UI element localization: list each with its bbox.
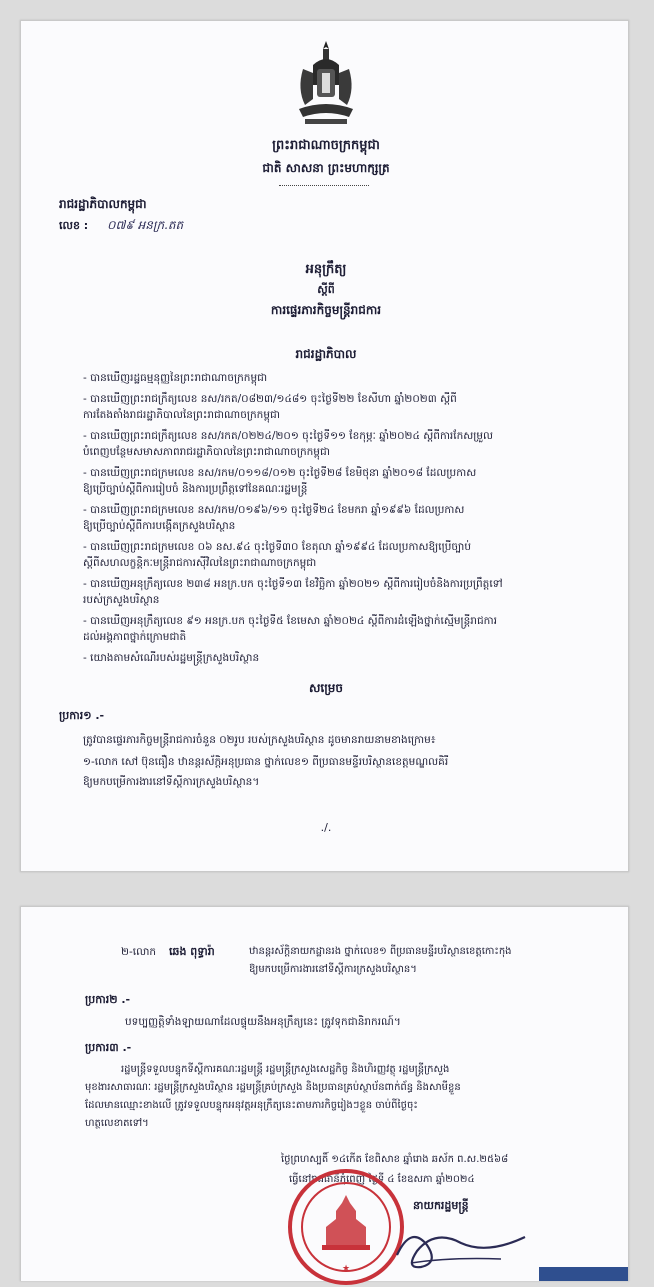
handwritten-signature-icon xyxy=(391,1215,531,1275)
overlay-tag xyxy=(539,1267,628,1281)
svg-text:★: ★ xyxy=(341,1264,351,1274)
article-3-line: ដែលមានឈ្មោះខាងលើ ត្រូវទទួលបន្ទុកអនុវត្តអនុក្រឹត្យនេះតាមភារកិច្ចរៀងៗខ្លួន ចាប់ពីថ្ងៃចុះ xyxy=(85,1100,418,1111)
document-subject: ការផ្ទេរភារកិច្ចមន្ត្រីរាជការ xyxy=(270,303,382,317)
preamble-line: របស់ក្រសួងបរិស្ថាន xyxy=(83,594,160,606)
preamble-line: ឱ្យប្រើច្បាប់ស្តីពីការរៀបចំ និងការប្រព្រឹត្តទៅនៃគណៈរដ្ឋមន្ត្រី xyxy=(83,483,308,495)
preamble-line: ការតែងតាំងរាជរដ្ឋាភិបាលនៃព្រះរាជាណាចក្រកម្ពុជា xyxy=(83,409,280,421)
preamble-line: - បានឃើញអនុក្រឹត្យលេខ ៩១ អនក្រ.បក ចុះថ្ងៃទី៥ ខែមេសា ឆ្នាំ២០២៤ ស្តីពីការដំឡើងថ្នាក់ស្មើមន្ត្រីរាជការ xyxy=(83,615,497,627)
signer-title: នាយករដ្ឋមន្ត្រី xyxy=(413,1199,469,1212)
preamble-line: - បានឃើញព្រះរាជក្រឹត្យលេខ នស/រកត/០២២៤/២០១ ចុះថ្ងៃទី១១ ខែកុម្ភៈ ឆ្នាំ២០២៤ ស្តីពីការកែសម្រួល xyxy=(83,430,494,442)
document-type: អនុក្រឹត្យ xyxy=(305,262,347,277)
article-1-line: ឱ្យមកបម្រើការងារនៅទីស្តីការក្រសួងបរិស្ថាន។ xyxy=(83,776,260,788)
article-3-line: ហត្ថលេខាតទៅ។ xyxy=(85,1118,149,1129)
national-motto: ជាតិ សាសនា ព្រះមហាក្សត្រ xyxy=(262,161,390,175)
issuing-organization: រាជរដ្ឋាភិបាលកម្ពុជា xyxy=(59,197,147,211)
article-2-text: បទប្បញ្ញត្តិទាំងឡាយណាដែលផ្ទុយនឹងអនុក្រឹត្យនេះ ត្រូវទុកជានិរាករណ៍។ xyxy=(125,1016,401,1028)
preamble-line: - បានឃើញរដ្ឋធម្មនុញ្ញនៃព្រះរាជាណាចក្រកម្ពុជា xyxy=(83,372,268,384)
royal-coat-of-arms-icon xyxy=(291,39,361,127)
article-1-label: ប្រការ១ .- xyxy=(59,709,105,722)
preamble-line: - បានឃើញអនុក្រឹត្យលេខ ២៣៨ អនក្រ.បក ចុះថ្ងៃទី១៣ ខែវិច្ឆិកា ឆ្នាំ២០២១ ស្តីពីការរៀបចំនិងការប្រព្រឹត្តទៅ xyxy=(83,578,503,590)
preamble-line: ឱ្យប្រើច្បាប់ស្តីពីការបង្កើតក្រសួងបរិស្ថាន xyxy=(83,520,236,532)
preamble-line: - បានឃើញព្រះរាជក្រឹត្យលេខ នស/រកត/០៨២៣/១៤៨១ ចុះថ្ងៃទី២២ ខែសីហា ឆ្នាំ២០២៣ ស្តីពី xyxy=(83,393,457,405)
preamble-line: - បានឃើញព្រះរាជក្រមលេខ នស/រកម/០១១៨/០១២ ចុះថ្ងៃទី២៨ ខែមិថុនា ឆ្នាំ២០១៨ ដែលប្រកាស xyxy=(83,467,477,479)
article-1-line: ត្រូវបានផ្ទេរភារកិច្ចមន្ត្រីរាជការចំនួន ០២រូប របស់ក្រសួងបរិស្ថាន ដូចមានរាយនាមខាងក្រោម៖ xyxy=(83,734,436,746)
reference-number: ០៧៩ អនក្រ.តត xyxy=(107,218,184,232)
article-3-line: មុខងារសាធារណៈ រដ្ឋមន្ត្រីក្រសួងបរិស្ថាន រដ្ឋមន្ត្រីគ្រប់ក្រសួង និងប្រធានគ្រប់ស្ថាប័នពាក់ព័ន្ធ និងសាមីខ្លួន xyxy=(85,1082,461,1093)
person-2-name: ឆេង ពុទ្ធារ៉ា xyxy=(169,945,215,958)
decree-page-2 xyxy=(20,906,629,1281)
preamble-heading: រាជរដ្ឋាភិបាល xyxy=(295,347,357,361)
article-1-line: ១-លោក សៅ ប៊ុនធឿន ឋានន្តរស័ក្តិអនុប្រធាន ថ្នាក់លេខ១ ពីប្រធានមន្ទីរបរិស្ថានខេត្តមណ្ឌលគិរី xyxy=(83,756,449,768)
lunar-date-line: ថ្ងៃព្រហស្បតិ៍ ១៤កើត ខែពិសាខ ឆ្នាំរោង ឆស័ក ព.ស.២៥៦៨ xyxy=(281,1154,509,1165)
article-3-line: រដ្ឋមន្ត្រីទទួលបន្ទុកទីស្តីការគណៈរដ្ឋមន្ត្រី រដ្ឋមន្ត្រីក្រសួងសេដ្ឋកិច្ច និងហិរញ្ញវត្ថុ រដ្ឋមន្ត្រីក្រសួង xyxy=(121,1064,450,1075)
solar-date-line: ធ្វើនៅរាជធានីភ្នំពេញ ថ្ងៃទី ៤ ខែឧសភា ឆ្នាំ២០២៤ xyxy=(289,1174,475,1185)
article-2-label: ប្រការ២ .- xyxy=(85,993,131,1006)
royal-government-seal-icon xyxy=(286,1167,406,1287)
preamble-line: ដល់អង្គភាពថ្នាក់ក្រោមជាតិ xyxy=(83,631,187,643)
preamble-line: បំពេញបន្ថែមសមាសភាពរាជរដ្ឋាភិបាលនៃព្រះរាជាណាចក្រកម្ពុជា xyxy=(83,446,330,458)
preamble-line: - បានឃើញព្រះរាជក្រមលេខ នស/រកម/០១៩៦/១១ ចុះថ្ងៃទី២៤ ខែមករា ឆ្នាំ១៩៩៦ ដែលប្រកាស xyxy=(83,504,465,516)
reference-label: លេខ : xyxy=(59,219,89,232)
motto-divider xyxy=(279,185,369,186)
page-continuation-mark: ./. xyxy=(320,821,332,834)
person-2-number: ២-លោក xyxy=(121,946,157,958)
decision-heading: សម្រេច xyxy=(308,681,344,695)
article-3-label: ប្រការ៣ .- xyxy=(85,1041,132,1054)
preamble-line: ស្តីពីសហលក្ខន្តិកៈមន្ត្រីរាជការស៊ីវិលនៃព្រះរាជាណាចក្រកម្ពុជា xyxy=(83,557,317,569)
decree-page-1 xyxy=(20,20,629,872)
kingdom-heading: ព្រះរាជាណាចក្រកម្ពុជា xyxy=(272,138,380,153)
title-about: ស្តីពី xyxy=(317,283,335,296)
preamble-line: - យោងតាមសំណើរបស់រដ្ឋមន្ត្រីក្រសួងបរិស្ថាន xyxy=(83,652,260,664)
person-2-line: ឋានន្តរស័ក្តិនាយកដ្ឋានរង ថ្នាក់លេខ១ ពីប្រធានមន្ទីរបរិស្ថានខេត្តកោះកុង xyxy=(249,946,512,957)
preamble-line: - បានឃើញព្រះរាជក្រមលេខ ០៦ នស.៩៤ ចុះថ្ងៃទី៣០ ខែតុលា ឆ្នាំ១៩៩៤ ដែលប្រកាសឱ្យប្រើច្បាប់ xyxy=(83,541,471,553)
person-2-line: ឱ្យមកបម្រើការងារនៅទីស្តីការក្រសួងបរិស្ថាន។ xyxy=(249,964,417,975)
